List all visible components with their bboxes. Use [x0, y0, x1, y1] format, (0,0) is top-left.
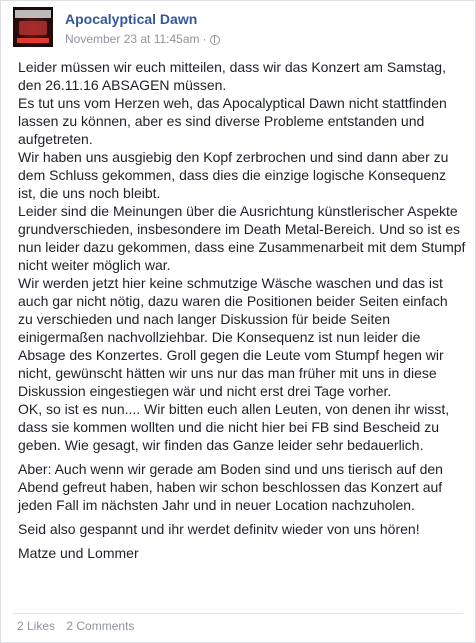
post-text-line: aufgetreten. [18, 131, 93, 147]
post-text-line: Es tut uns vom Herzen weh, das Apocalyptical Dawn nicht stattfinden [18, 95, 447, 111]
post-text-line: Aber: Auch wenn wir gerade am Boden sind und uns tierisch auf den [18, 461, 443, 477]
post-text-line: grundverschieden, insbesondere im Death Metal-Bereich. Und so ist es [18, 221, 461, 237]
post-text-line: Diskussion eingestiegen wär und nicht erst drei Tage vorher. [18, 383, 392, 399]
avatar-logo-band [15, 10, 51, 18]
post-text-line: dem Schluss gekommen, dass dies die einzige logische Konsequenz [18, 167, 447, 183]
post-paragraph [18, 544, 466, 562]
post-text-line: Absage des Konzertes. Groll gegen die Leute vom Stumpf hegen wir [18, 347, 444, 363]
post-text-line: dass sie kommen wollten und die nicht hier bei FB sind Bescheid zu [18, 419, 439, 435]
post-meta [65, 32, 220, 46]
post-text-line: Abend gefreut haben, haben wir schon beschlossen das Konzert auf [18, 479, 443, 495]
globe-icon[interactable] [210, 35, 220, 45]
post-text-line: auch gar nicht nötig, dazu waren die Positionen beider Seiten einfach [18, 293, 448, 309]
post-body [18, 58, 466, 568]
post-header [13, 7, 465, 51]
post-text-line: einigermaßen nachvollziehbar. Die Konsequenz ist nun leider die [18, 329, 421, 345]
post-text-line: ist, die uns noch bleibt. [18, 185, 161, 201]
likes-count[interactable]: 2 Likes [17, 619, 56, 633]
post-text-line: den 26.11.16 ABSAGEN müssen. [18, 77, 227, 93]
post-text-line: Wir werden jetzt hier keine schmutzige Wäsche waschen und das ist [18, 275, 443, 291]
post-text-line: Wir haben uns ausgiebig den Kopf zerbrochen und sind dann aber zu [18, 149, 449, 165]
post-text-line: geben. Wie gesagt, wir finden das Ganze leider sehr bedauerlich. [18, 437, 424, 453]
post-text-line: nicht, gewünscht hätten wir uns nur das man früher mit uns in diese [18, 365, 437, 381]
post-text-line: Seid also gespannt und ihr werdet definitv wieder von uns hören! [18, 521, 420, 537]
post-text-line: jeden Fall im nächsten Jahr und in neuer Location nachzuholen. [18, 497, 415, 513]
avatar-logo-strip [17, 38, 49, 43]
post-text-line: Leider müssen wir euch mitteilen, dass wir das Konzert am Samstag, [18, 59, 446, 75]
post-paragraph [18, 58, 466, 454]
post-text-line: lassen zu können, aber es sind diverse Probleme entstanden und [18, 113, 425, 129]
post-text-line: OK, so ist es nun.... Wir bitten euch allen Leuten, von denen ihr wisst, [18, 401, 450, 417]
meta-separator: · [202, 32, 207, 46]
post-timestamp[interactable]: November 23 at 11:45am [65, 32, 200, 46]
page-name-link[interactable]: Apocalyptical Dawn [65, 11, 198, 27]
avatar-logo-mark [19, 21, 47, 35]
post-paragraph [18, 460, 466, 514]
post-text-line: nicht weiter möglich war. [18, 257, 171, 273]
post-text-line: Leider sind die Meinungen über die Ausrichtung künstlerischer Aspekte [18, 203, 458, 219]
post-text-line: zu verschieden und nach langer Diskussion für beide Seiten [18, 311, 391, 327]
post-text-line: Matze und Lommer [18, 545, 139, 561]
footer-divider [13, 613, 463, 614]
post-text-line: nun leider dazu gekommen, dass eine Zusammenarbeit mit dem Stumpf [18, 239, 466, 255]
page-avatar[interactable] [13, 7, 53, 47]
post-paragraph [18, 520, 466, 538]
post-footer [17, 619, 142, 633]
comments-count[interactable]: 2 Comments [66, 619, 135, 633]
